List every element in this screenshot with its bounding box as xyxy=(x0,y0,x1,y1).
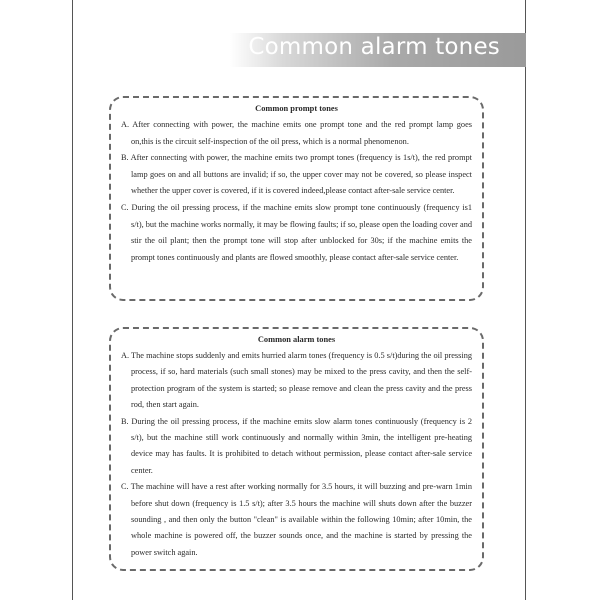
title-banner xyxy=(230,33,526,67)
alarm-tones-box xyxy=(109,327,484,571)
alarm-item-c: C. The machine will have a rest after working normally for 3.5 hours, it will buzzing and pre-warn 1min before shut down (frequency is 1.5 s/t); after 3.5 hours the machine will shuts down after the buzzer sounding , and then only the button "clean" is available within the following 10min; after 10min, the whole machine is powered off, the buzzer sounds once, and the machine is started by pressing the power switch again. xyxy=(121,482,472,557)
alarm-item-b: B. During the oil pressing process, if the machine emits slow alarm tones continuously (frequency is 2 s/t), but the machine still work continuously and normally within 3min, the intelligent pre-heating device may has faults. It is prohibited to detach without permission, please contact after-sale service center. xyxy=(121,416,472,475)
page-edge-left xyxy=(72,0,73,600)
alarm-item-a: A. The machine stops suddenly and emits hurried alarm tones (frequency is 0.5 s/t)during the oil pressing process, if so, hard materials (such small stones) may be mixed to the press cavity, and then the self-protection program of the system is started; so please remove and clean the press cavity and the press rod, then start again. xyxy=(121,351,472,410)
alarm-tones-heading: Common alarm tones xyxy=(257,335,336,344)
prompt-item-a: A. After connecting with power, the machine emits one prompt tone and the red prompt lamp goes on,this is the circuit self-inspection of the oil press, which is a normal phenomenon. xyxy=(121,120,472,146)
prompt-item-c: C. During the oil pressing process, if the machine emits slow prompt tone continuously (frequency is1 s/t), but the machine works normally, it may be flowing faults; if so, please open the loading cover and stir the oil plant; then the prompt tone will stop after unblocked for 30s; if the machine emits the prompt tones continuously and plants are flowed smoothly, please contact after-sale service center. xyxy=(121,202,472,262)
prompt-item-b: B. After connecting with power, the machine emits two prompt tones (frequency is 1s/t), the red prompt lamp goes on and all buttons are invalid; if so, the upper cover may not be covered, so please inspect whether the upper cover is covered, if it is covered indeed,please contact after-sale service center. xyxy=(121,153,472,196)
prompt-tones-heading: Common prompt tones xyxy=(255,104,338,113)
page-edge-right xyxy=(525,0,526,600)
page-title: Common alarm tones xyxy=(248,34,500,60)
prompt-tones-box xyxy=(109,96,484,301)
